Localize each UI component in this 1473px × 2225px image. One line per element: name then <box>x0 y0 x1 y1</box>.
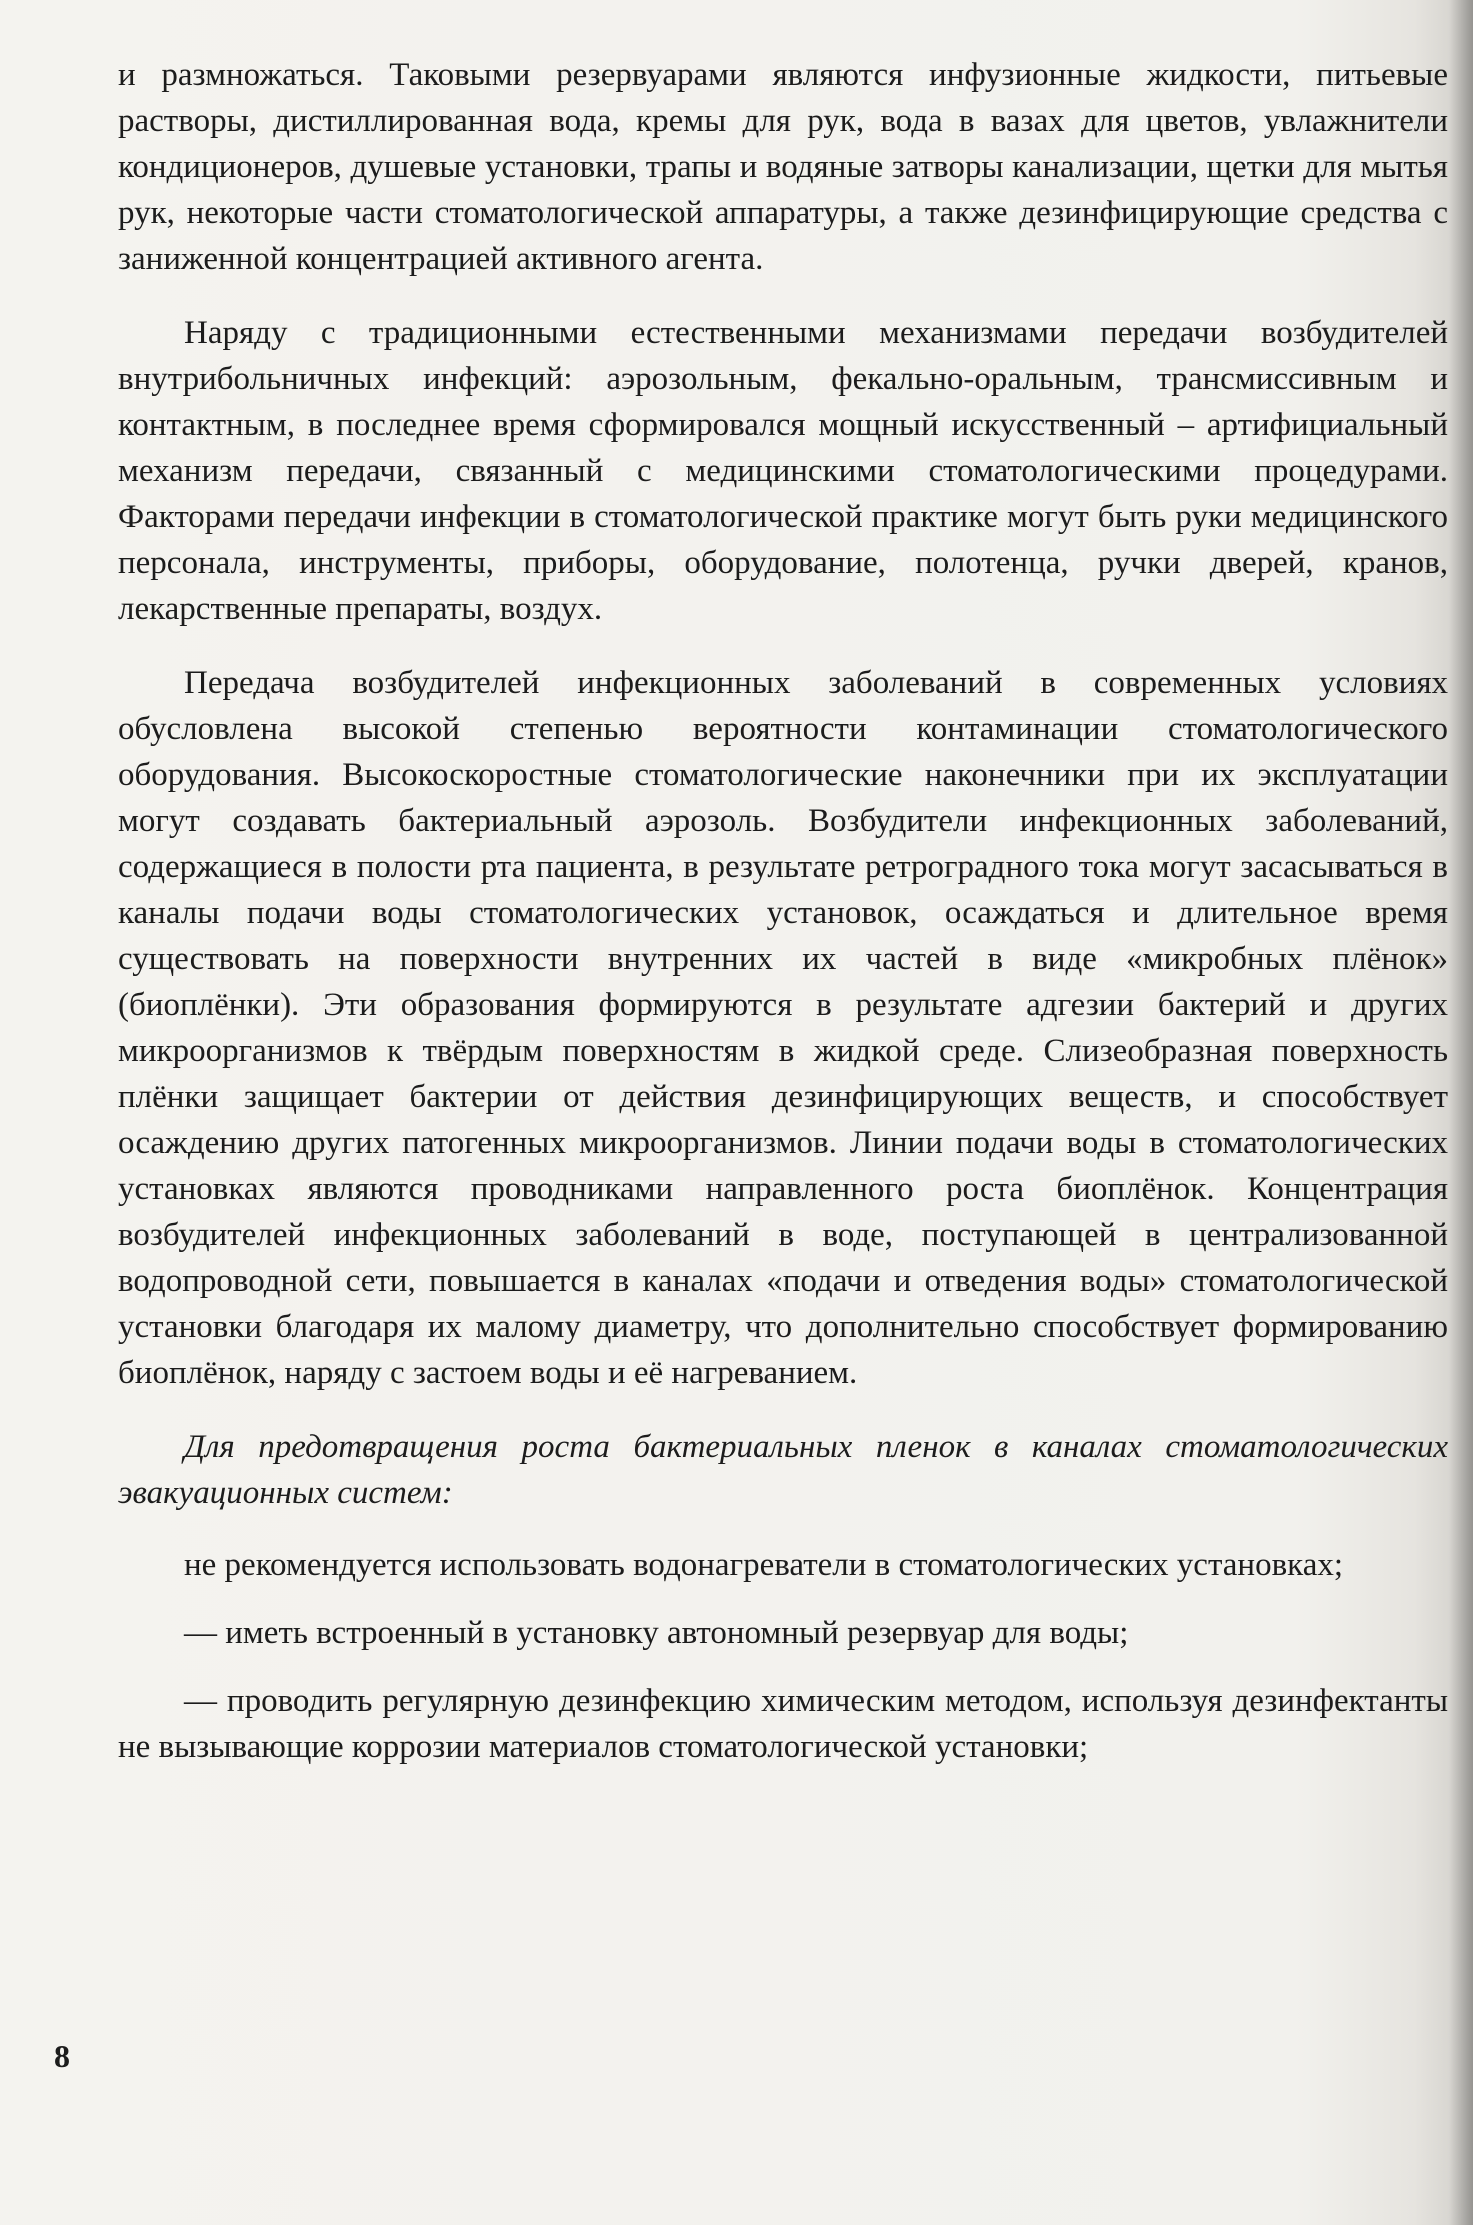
paragraph-2: Наряду с традиционными естественными механизмами передачи возбудителей внутрибольничных инфекций: аэрозольным, фекально-оральным, трансмиссивным и контактным, в последнее время сформировался мощный искусственный – артифициальный механизм передачи, связанный с медицинскими стоматологическими процедурами. Факторами передачи инфекции в стоматологической практике могут быть руки медицинского персонала, инструменты, приборы, оборудование, полотенца, ручки дверей, кранов, лекарственные препараты, воздух. <box>118 315 1448 627</box>
list-item-2: — иметь встроенный в установку автономный резервуар для воды; <box>184 1615 1129 1651</box>
page-binding-shadow <box>1449 0 1473 2225</box>
italic-heading: Для предотвращения роста бактериальных пленок в каналах стоматологических эвакуационных систем: <box>118 1429 1448 1511</box>
page-body-text <box>118 52 1448 1792</box>
list-item-3: — проводить регулярную дезинфекцию химическим методом, используя дезинфектанты не вызывающие коррозии материалов стоматологической установки; <box>118 1683 1448 1765</box>
paragraph-1: и размножаться. Таковыми резервуарами являются инфузионные жидкости, питьевые растворы, дистиллированная вода, кремы для рук, вода в вазах для цветов, увлажнители кондиционеров, душевые установки, трапы и водяные затворы канализации, щетки для мытья рук, некоторые части стоматологической аппаратуры, а также дезинфицирующие средства с заниженной концентрацией активного агента. <box>118 57 1448 277</box>
paragraph-3: Передача возбудителей инфекционных заболеваний в современных условиях обусловлена высокой степенью вероятности контаминации стоматологического оборудования. Высокоскоростные стоматологические наконечники при их эксплуатации могут создавать бактериальный аэрозоль. Возбудители инфекционных заболеваний, содержащиеся в полости рта пациента, в результате ретроградного тока могут засасываться в каналы подачи воды стоматологических установок, осаждаться и длительное время существовать на поверхности внутренних их частей в виде «микробных плёнок» (биоплёнки). Эти образования формируются в результате адгезии бактерий и других микроорганизмов к твёрдым поверхностям в жидкой среде. Слизеобразная поверхность плёнки защищает бактерии от действия дезинфицирующих веществ, и способствует осаждению других патогенных микроорганизмов. Линии подачи воды в стоматологических установках являются проводниками направленного роста биоплёнок. Концентрация возбудителей инфекционных заболеваний в воде, поступающей в централизованной водопроводной сети, повышается в каналах «подачи и отведения воды» стоматологической установки благодаря их малому диаметру, что дополнительно способствует формированию биоплёнок, наряду с застоем воды и её нагреванием. <box>118 665 1448 1391</box>
list-item-1: не рекомендуется использовать водонагреватели в стоматологических установках; <box>184 1547 1344 1583</box>
page-number: 8 <box>54 2038 70 2074</box>
